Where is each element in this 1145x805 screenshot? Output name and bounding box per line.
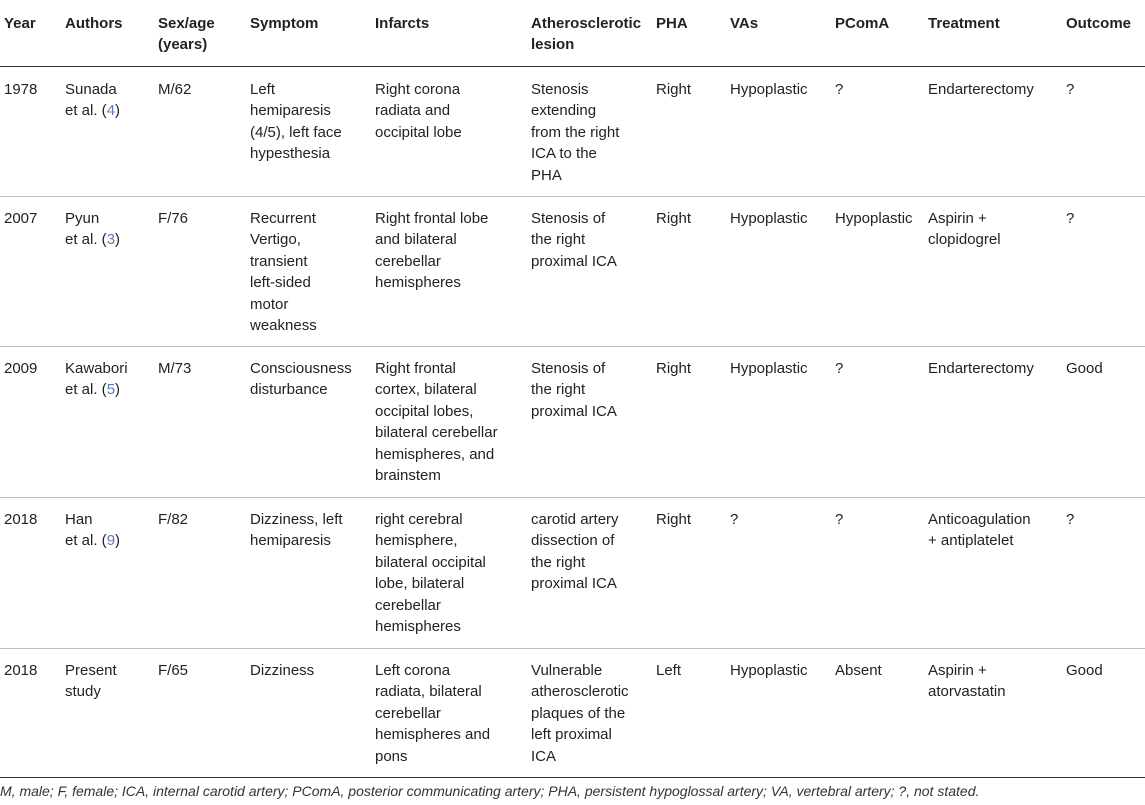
header-vas: VAs	[730, 15, 759, 32]
cell-lesion: Stenosis extending from the right ICA to the PHA	[531, 81, 620, 184]
cell-pha: Right	[656, 511, 692, 528]
cell-treatment: Endarterectomy	[928, 81, 1034, 98]
cell-sex-age: M/73	[158, 360, 192, 377]
cell-sex-age: F/65	[158, 662, 189, 679]
cell-vas: Hypoplastic	[730, 81, 808, 98]
cell-sex-age: F/76	[158, 210, 189, 227]
reference-link[interactable]: 4	[106, 102, 116, 120]
table-row	[0, 346, 1145, 498]
cell-outcome: ?	[1066, 210, 1075, 227]
cell-year: 2007	[4, 210, 38, 227]
header-atherosclerotic-lesion: Atherosclerotic lesion	[531, 15, 642, 54]
cell-pha: Right	[656, 210, 692, 227]
author-name: Pyun et al. (	[65, 210, 107, 249]
table-header-row	[0, 0, 1145, 67]
cell-pha: Right	[656, 81, 692, 98]
author-name: Present study	[65, 662, 117, 701]
header-symptom: Symptom	[250, 15, 319, 32]
cell-year: 2009	[4, 360, 38, 377]
header-treatment: Treatment	[928, 15, 1000, 32]
author-name: Sunada et al. (	[65, 81, 117, 120]
cell-pha: Right	[656, 360, 692, 377]
cell-lesion: Stenosis of the right proximal ICA	[531, 360, 617, 420]
header-pha: PHA	[656, 15, 688, 32]
header-infarcts: Infarcts	[375, 15, 430, 32]
cell-pcoma: ?	[835, 511, 844, 528]
cell-vas: Hypoplastic	[730, 662, 808, 679]
cell-year: 2018	[4, 662, 38, 679]
cell-sex-age: M/62	[158, 81, 192, 98]
table-row	[0, 497, 1145, 649]
cell-treatment: Aspirin + clopidogrel	[928, 210, 1001, 249]
cell-authors	[65, 79, 120, 122]
reference-link[interactable]: 9	[106, 532, 116, 550]
cell-outcome: Good	[1066, 360, 1103, 377]
cell-pcoma: ?	[835, 360, 844, 377]
cell-treatment: Endarterectomy	[928, 360, 1034, 377]
cell-outcome: Good	[1066, 662, 1103, 679]
cell-treatment: Aspirin + atorvastatin	[928, 662, 1006, 701]
header-pcoma: PComA	[835, 15, 890, 32]
cell-vas: Hypoplastic	[730, 360, 808, 377]
table-footnote: M, male; F, female; ICA, internal carotid artery; PComA, posterior communicating artery; PHA, persistent hypoglossal artery; VA, vertebral artery; ?, not stated.	[0, 783, 980, 799]
header-outcome: Outcome	[1066, 15, 1132, 32]
cell-symptom: Dizziness	[250, 662, 315, 679]
cell-treatment: Anticoagulation + antiplatelet	[928, 511, 1031, 550]
cell-infarcts: Right frontal cortex, bilateral occipital lobes, bilateral cerebellar hemispheres, and brainstem	[375, 360, 498, 485]
reference-link[interactable]: 5	[106, 381, 116, 399]
reference-link[interactable]: 3	[106, 231, 116, 249]
cell-infarcts: right cerebral hemisphere, bilateral occipital lobe, bilateral cerebellar hemispheres	[375, 511, 486, 636]
cell-symptom: Consciousness disturbance	[250, 360, 352, 399]
cell-infarcts: Right corona radiata and occipital lobe	[375, 81, 462, 141]
cell-pha: Left	[656, 662, 682, 679]
cell-lesion: Vulnerable atherosclerotic plaques of the left proximal ICA	[531, 662, 629, 765]
cell-symptom: Dizziness, left hemiparesis	[250, 511, 343, 550]
header-authors: Authors	[65, 15, 123, 32]
author-close: )	[115, 381, 121, 399]
cell-pcoma: ?	[835, 81, 844, 98]
author-name: Kawabori et al. (	[65, 360, 128, 399]
cell-pcoma: Hypoplastic	[835, 210, 913, 227]
cell-pcoma: Absent	[835, 662, 882, 679]
header-sex-age: Sex/age (years)	[158, 15, 215, 54]
cell-year: 1978	[4, 81, 38, 98]
table-row	[0, 648, 1145, 778]
cell-vas: Hypoplastic	[730, 210, 808, 227]
author-close: )	[115, 231, 121, 249]
cell-infarcts: Right frontal lobe and bilateral cerebellar hemispheres	[375, 210, 489, 292]
cell-infarcts: Left corona radiata, bilateral cerebellar hemispheres and pons	[375, 662, 491, 765]
cell-vas: ?	[730, 511, 739, 528]
table-row	[0, 196, 1145, 347]
table-row	[0, 66, 1145, 197]
cell-lesion: carotid artery dissection of the right proximal ICA	[531, 511, 619, 593]
cell-authors	[65, 358, 128, 401]
cell-authors	[65, 208, 120, 251]
cell-sex-age: F/82	[158, 511, 189, 528]
author-close: )	[115, 102, 121, 120]
header-year: Year	[4, 15, 36, 32]
author-name: Han et al. (	[65, 511, 107, 550]
cell-year: 2018	[4, 511, 38, 528]
cell-authors	[65, 509, 120, 552]
cell-symptom: Left hemiparesis (4/5), left face hypesthesia	[250, 81, 342, 163]
cell-outcome: ?	[1066, 511, 1075, 528]
cell-symptom: Recurrent Vertigo, transient left-sided motor weakness	[250, 210, 317, 335]
cell-outcome: ?	[1066, 81, 1075, 98]
author-close: )	[115, 532, 121, 550]
cell-authors	[65, 660, 117, 703]
cell-lesion: Stenosis of the right proximal ICA	[531, 210, 617, 270]
